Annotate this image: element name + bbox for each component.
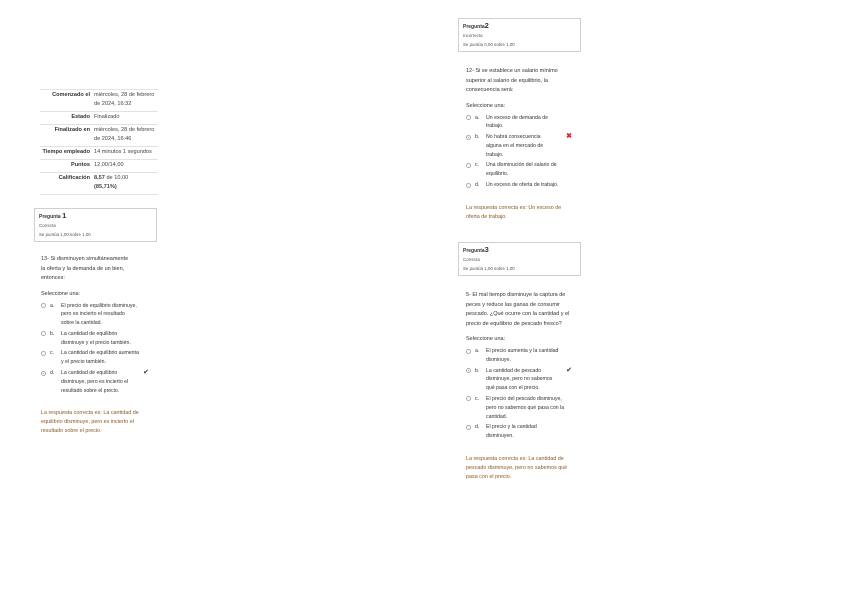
answer-option-a[interactable] xyxy=(41,302,149,328)
correct-answer-feedback: La respuesta correcta es: La cantidad de pescado disminuye, pero no sabemos qué pasa con el precio. xyxy=(466,455,568,480)
radio-button[interactable] xyxy=(466,349,471,354)
option-text: Una disminución del salario de equilibrio. xyxy=(486,162,557,178)
summary-key: Puntos xyxy=(71,162,90,168)
radio-button[interactable] xyxy=(466,425,471,430)
summary-key: Comenzado el xyxy=(52,92,90,98)
answer-option-b[interactable] xyxy=(466,133,576,159)
answer-option-c[interactable] xyxy=(466,161,576,179)
answer-option-d[interactable] xyxy=(466,423,578,441)
summary-value: miércoles, 28 de febrero de 2024, 16:46 xyxy=(94,127,155,142)
option-text: No habrá consecuencia alguna en el mercado de trabajo. xyxy=(486,134,544,158)
summary-key: Finalizado en xyxy=(54,127,90,133)
answer-option-d[interactable] xyxy=(41,369,149,395)
question-state: Correcta xyxy=(39,223,56,228)
correct-answer-feedback: La respuesta correcta es: Un exceso de oferta de trabajo. xyxy=(466,204,562,220)
summary-value: 12,00/14,00 xyxy=(94,162,124,168)
question-number: 1 xyxy=(62,211,67,220)
radio-button-selected[interactable] xyxy=(41,371,46,376)
check-icon: ✔ xyxy=(566,366,572,374)
summary-key: Tiempo empleado xyxy=(42,149,90,155)
question-info-box xyxy=(34,208,157,242)
option-text: El precio del pescado disminuye, pero no sabemos qué pasa con la cantidad. xyxy=(486,395,565,420)
summary-row-finished xyxy=(40,124,158,146)
radio-button[interactable] xyxy=(41,351,46,356)
option-letter: a. xyxy=(475,348,480,354)
summary-value xyxy=(94,174,128,192)
option-text: La cantidad de equilibrio disminuye, pero es incierto el resultado sobre el precio. xyxy=(61,370,129,394)
cross-icon: ✖ xyxy=(566,133,572,141)
radio-button-selected[interactable] xyxy=(466,368,471,373)
question-heading xyxy=(463,246,576,255)
grade-max: de 10,00 xyxy=(104,175,129,181)
select-prompt: Seleccione una: xyxy=(41,290,81,297)
summary-key: Calificación xyxy=(58,175,90,181)
option-letter: c. xyxy=(475,162,480,169)
question-body xyxy=(41,255,149,436)
radio-button[interactable] xyxy=(466,183,471,188)
select-prompt: Seleccione una: xyxy=(466,336,506,342)
option-letter: d. xyxy=(475,182,480,189)
grade-percent: (85,71%) xyxy=(94,184,117,190)
radio-button[interactable] xyxy=(466,115,471,120)
question-text: 13- Si disminuyen simultáneamente la oferta y la demanda de un bien, entonces: xyxy=(41,256,129,281)
summary-value: Finalizado xyxy=(94,114,120,120)
question-info-box xyxy=(458,242,581,276)
option-letter: d. xyxy=(475,424,480,431)
option-text: El precio y la cantidad disminuyen. xyxy=(486,424,537,440)
question-info-box xyxy=(458,18,581,52)
attempt-summary-table xyxy=(40,89,158,195)
summary-row-state xyxy=(40,111,158,124)
question-text: 12- Si se establece un salario mínimo superior al salario de equilibrio, la consecuencia será: xyxy=(466,68,558,93)
option-letter: b. xyxy=(475,367,480,374)
correct-answer-feedback: La respuesta correcta es: La cantidad de equilibrio disminuye, pero es incierto el resultado sobre el precio. xyxy=(41,410,139,435)
summary-row-grade xyxy=(40,172,158,195)
question-grade: Se puntúa 1,00 sobre 1,00 xyxy=(39,232,91,237)
option-text: El precio aumenta y la cantidad disminuye. xyxy=(486,348,559,363)
option-text: La cantidad de equilibrio aumenta y el precio también. xyxy=(61,350,139,366)
answer-option-b[interactable] xyxy=(41,330,149,348)
select-prompt: Seleccione una: xyxy=(466,102,506,109)
answer-option-c[interactable] xyxy=(466,395,578,421)
answer-option-a[interactable] xyxy=(466,114,576,132)
question-state: Correcta xyxy=(463,257,480,262)
question-label: Pregunta xyxy=(39,214,61,220)
question-number: 3 xyxy=(484,245,489,254)
radio-button[interactable] xyxy=(41,303,46,308)
question-text: 5- El mal tiempo disminuye la captura de peces y reduce las ganas de consumir pescado. ¿Qué ocurre con la cantidad y el precio de equilibrio de pescado fresco? xyxy=(466,292,570,327)
option-text: Un exceso de oferta de trabajo. xyxy=(486,182,559,189)
answer-option-b[interactable] xyxy=(466,367,578,393)
question-body xyxy=(466,291,578,482)
option-letter: d. xyxy=(50,370,55,377)
answer-option-a[interactable] xyxy=(466,347,578,365)
answer-option-d[interactable] xyxy=(466,181,576,190)
option-letter: b. xyxy=(50,330,55,337)
summary-row-points xyxy=(40,159,158,172)
summary-value: miércoles, 28 de febrero de 2024, 16:32 xyxy=(94,92,155,107)
option-letter: b. xyxy=(475,134,480,141)
option-text: La cantidad de pescado disminuye, pero no sabemos qué pasa con el precio. xyxy=(486,367,553,392)
question-state: Incorrecta xyxy=(463,33,483,38)
option-text: La cantidad de equilibrio disminuye y el precio también. xyxy=(61,330,131,346)
option-letter: c. xyxy=(50,350,55,357)
option-letter: c. xyxy=(475,395,480,402)
option-text: El precio de equilibrio disminuye, pero es incierto el resultado sobre la cantidad. xyxy=(61,302,137,327)
summary-row-time xyxy=(40,146,158,159)
question-number: 2 xyxy=(484,21,489,30)
option-letter: a. xyxy=(475,114,480,121)
question-heading xyxy=(39,212,152,221)
question-heading xyxy=(463,22,576,31)
question-label: Pregunta xyxy=(463,24,485,30)
option-letter: a. xyxy=(50,302,55,309)
question-grade: Se puntúa 1,00 sobre 1,00 xyxy=(463,266,515,271)
option-text: Un exceso de demanda de trabajo. xyxy=(486,114,549,130)
radio-button[interactable] xyxy=(41,331,46,336)
check-icon: ✔ xyxy=(143,369,149,377)
summary-value: 14 minutos 1 segundos xyxy=(94,149,152,155)
question-label: Pregunta xyxy=(463,248,485,254)
radio-button-selected[interactable] xyxy=(466,135,471,140)
summary-row-started xyxy=(40,89,158,111)
answer-option-c[interactable] xyxy=(41,349,149,367)
grade-score: 8,57 xyxy=(94,175,105,181)
radio-button[interactable] xyxy=(466,396,471,401)
question-grade: Se puntúa 0,00 sobre 1,00 xyxy=(463,42,515,47)
radio-button[interactable] xyxy=(466,163,471,168)
summary-key: Estado xyxy=(71,114,90,120)
question-body xyxy=(466,67,576,222)
